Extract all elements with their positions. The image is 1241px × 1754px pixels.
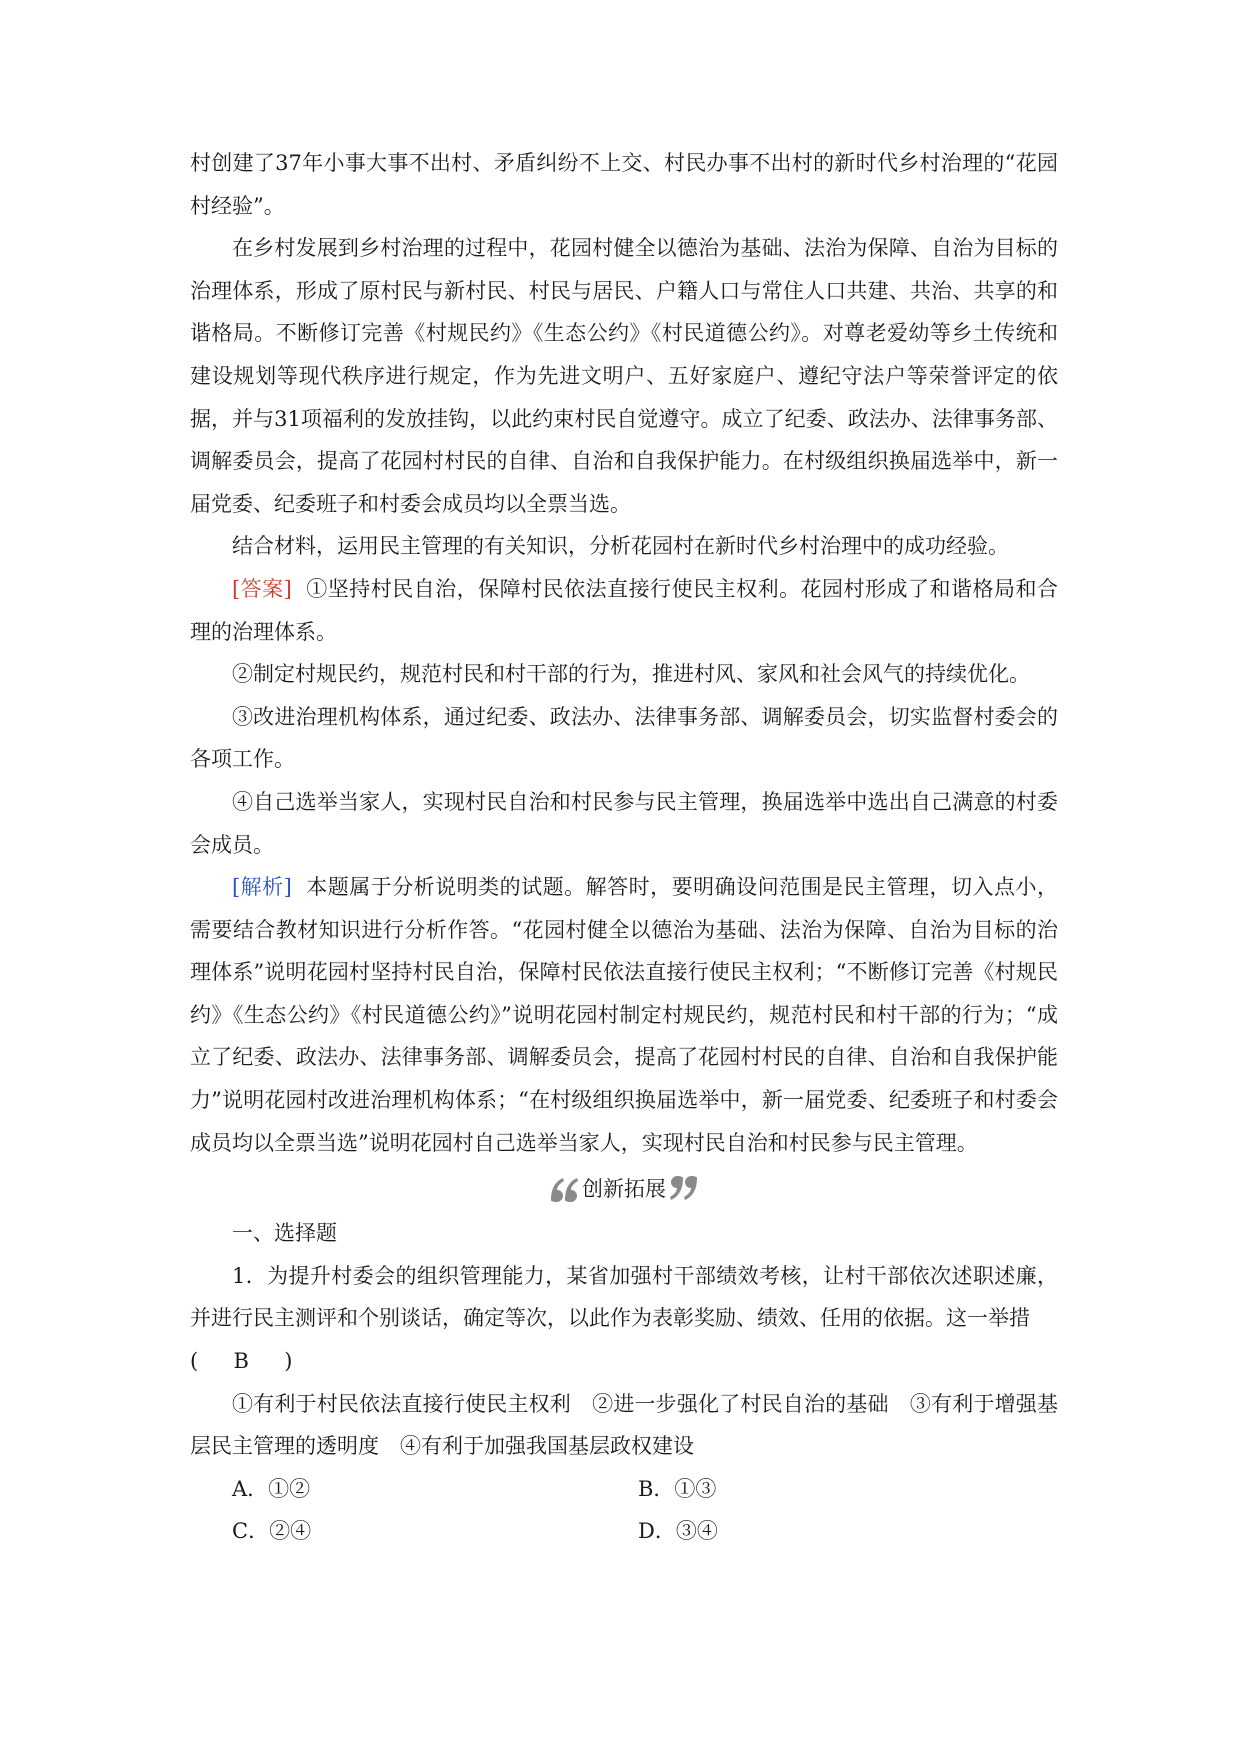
open-quote-icon — [548, 1174, 580, 1204]
question-1-options — [190, 1468, 1058, 1553]
question-1-stem: 1．为提升村委会的组织管理能力，某省加强村干部绩效考核，让村干部依次述职述廉，并进行民主测评和个别谈话，确定等次，以此作为表彰奖励、绩效、任用的依据。这一举措 — [190, 1263, 1058, 1331]
analysis-paragraph — [190, 866, 1058, 1164]
answer-point-4: ④自己选举当家人，实现村民自治和村民参与民主管理，换届选举中选出自己满意的村委会成员。 — [190, 789, 1058, 857]
question-prompt: 结合材料，运用民主管理的有关知识，分析花园村在新时代乡村治理中的成功经验。 — [232, 534, 1009, 559]
section-banner-label: 创新拓展 — [582, 1176, 666, 1201]
answer-paren-close: ) — [284, 1349, 293, 1374]
section-banner — [190, 1166, 1058, 1212]
question-1-answer: B — [233, 1349, 249, 1374]
close-quote-icon — [668, 1174, 700, 1204]
answer-point-1 — [190, 568, 1058, 653]
question-1-answer-line — [190, 1340, 1058, 1383]
answer-tag: [答案] — [232, 576, 292, 601]
document-page — [190, 142, 1058, 1553]
option-c: C．②④ — [232, 1519, 312, 1544]
answer-point-3: ③改进治理机构体系，通过纪委、政法办、法律事务部、调解委员会，切实监督村委会的各项工作。 — [190, 704, 1058, 772]
section-heading: 一、选择题 — [232, 1221, 337, 1246]
option-d: D．③④ — [638, 1519, 718, 1544]
question-1-statements: ①有利于村民依法直接行使民主权利 ②进一步强化了村民自治的基础 ③有利于增强基层民主管理的透明度 ④有利于加强我国基层政权建设 — [190, 1391, 1058, 1459]
material-paragraph-1: 村创建了37年小事大事不出村、矛盾纠纷不上交、村民办事不出村的新时代乡村治理的“花园村经验”。 — [190, 151, 1058, 218]
analysis-text: 本题属于分析说明类的试题。解答时，要明确设问范围是民主管理，切入点小，需要结合教材知识进行分析作答。“花园村健全以德治为基础、法治为保障、自治为目标的治理体系”说明花园村坚持村民自治，保障村民依法直接行使民主权利；“不断修订完善《村规民约》《生态公约》《村民道德公约》”说明花园村制定村规民约，规范村民和村干部的行为；“成立了纪委、政法办、法律事务部、调解委员会，提高了花园村村民的自律、自治和自我保护能力”说明花园村改进治理机构体系；“在村级组织换届选举中，新一届党委、纪委班子和村委会成员均以全票当选”说明花园村自己选举当家人，实现村民自治和村民参与民主管理。 — [190, 875, 1058, 1155]
option-b: B．①③ — [638, 1476, 717, 1501]
analysis-tag: [解析] — [232, 875, 292, 900]
material-paragraph-2: 在乡村发展到乡村治理的过程中，花园村健全以德治为基础、法治为保障、自治为目标的治理体系，形成了原村民与新村民、村民与居民、户籍人口与常住人口共建、共治、共享的和谐格局。不断修订完善《村规民约》《生态公约》《村民道德公约》。对尊老爱幼等乡土传统和建设规划等现代秩序进行规定，作为先进文明户、五好家庭户、遵纪守法户等荣誉评定的依据，并与31项福利的发放挂钩，以此约束村民自觉遵守。成立了纪委、政法办、法律事务部、调解委员会，提高了花园村村民的自律、自治和自我保护能力。在村级组织换届选举中，新一届党委、纪委班子和村委会成员均以全票当选。 — [190, 236, 1058, 516]
answer-paren-open: ( — [190, 1349, 199, 1374]
answer-point-2: ②制定村规民约，规范村民和村干部的行为，推进村风、家风和社会风气的持续优化。 — [232, 662, 1030, 687]
answer-point-text: ①坚持村民自治，保障村民依法直接行使民主权利。花园村形成了和谐格局和合理的治理体系。 — [190, 576, 1058, 644]
option-a: A．①② — [232, 1476, 311, 1501]
